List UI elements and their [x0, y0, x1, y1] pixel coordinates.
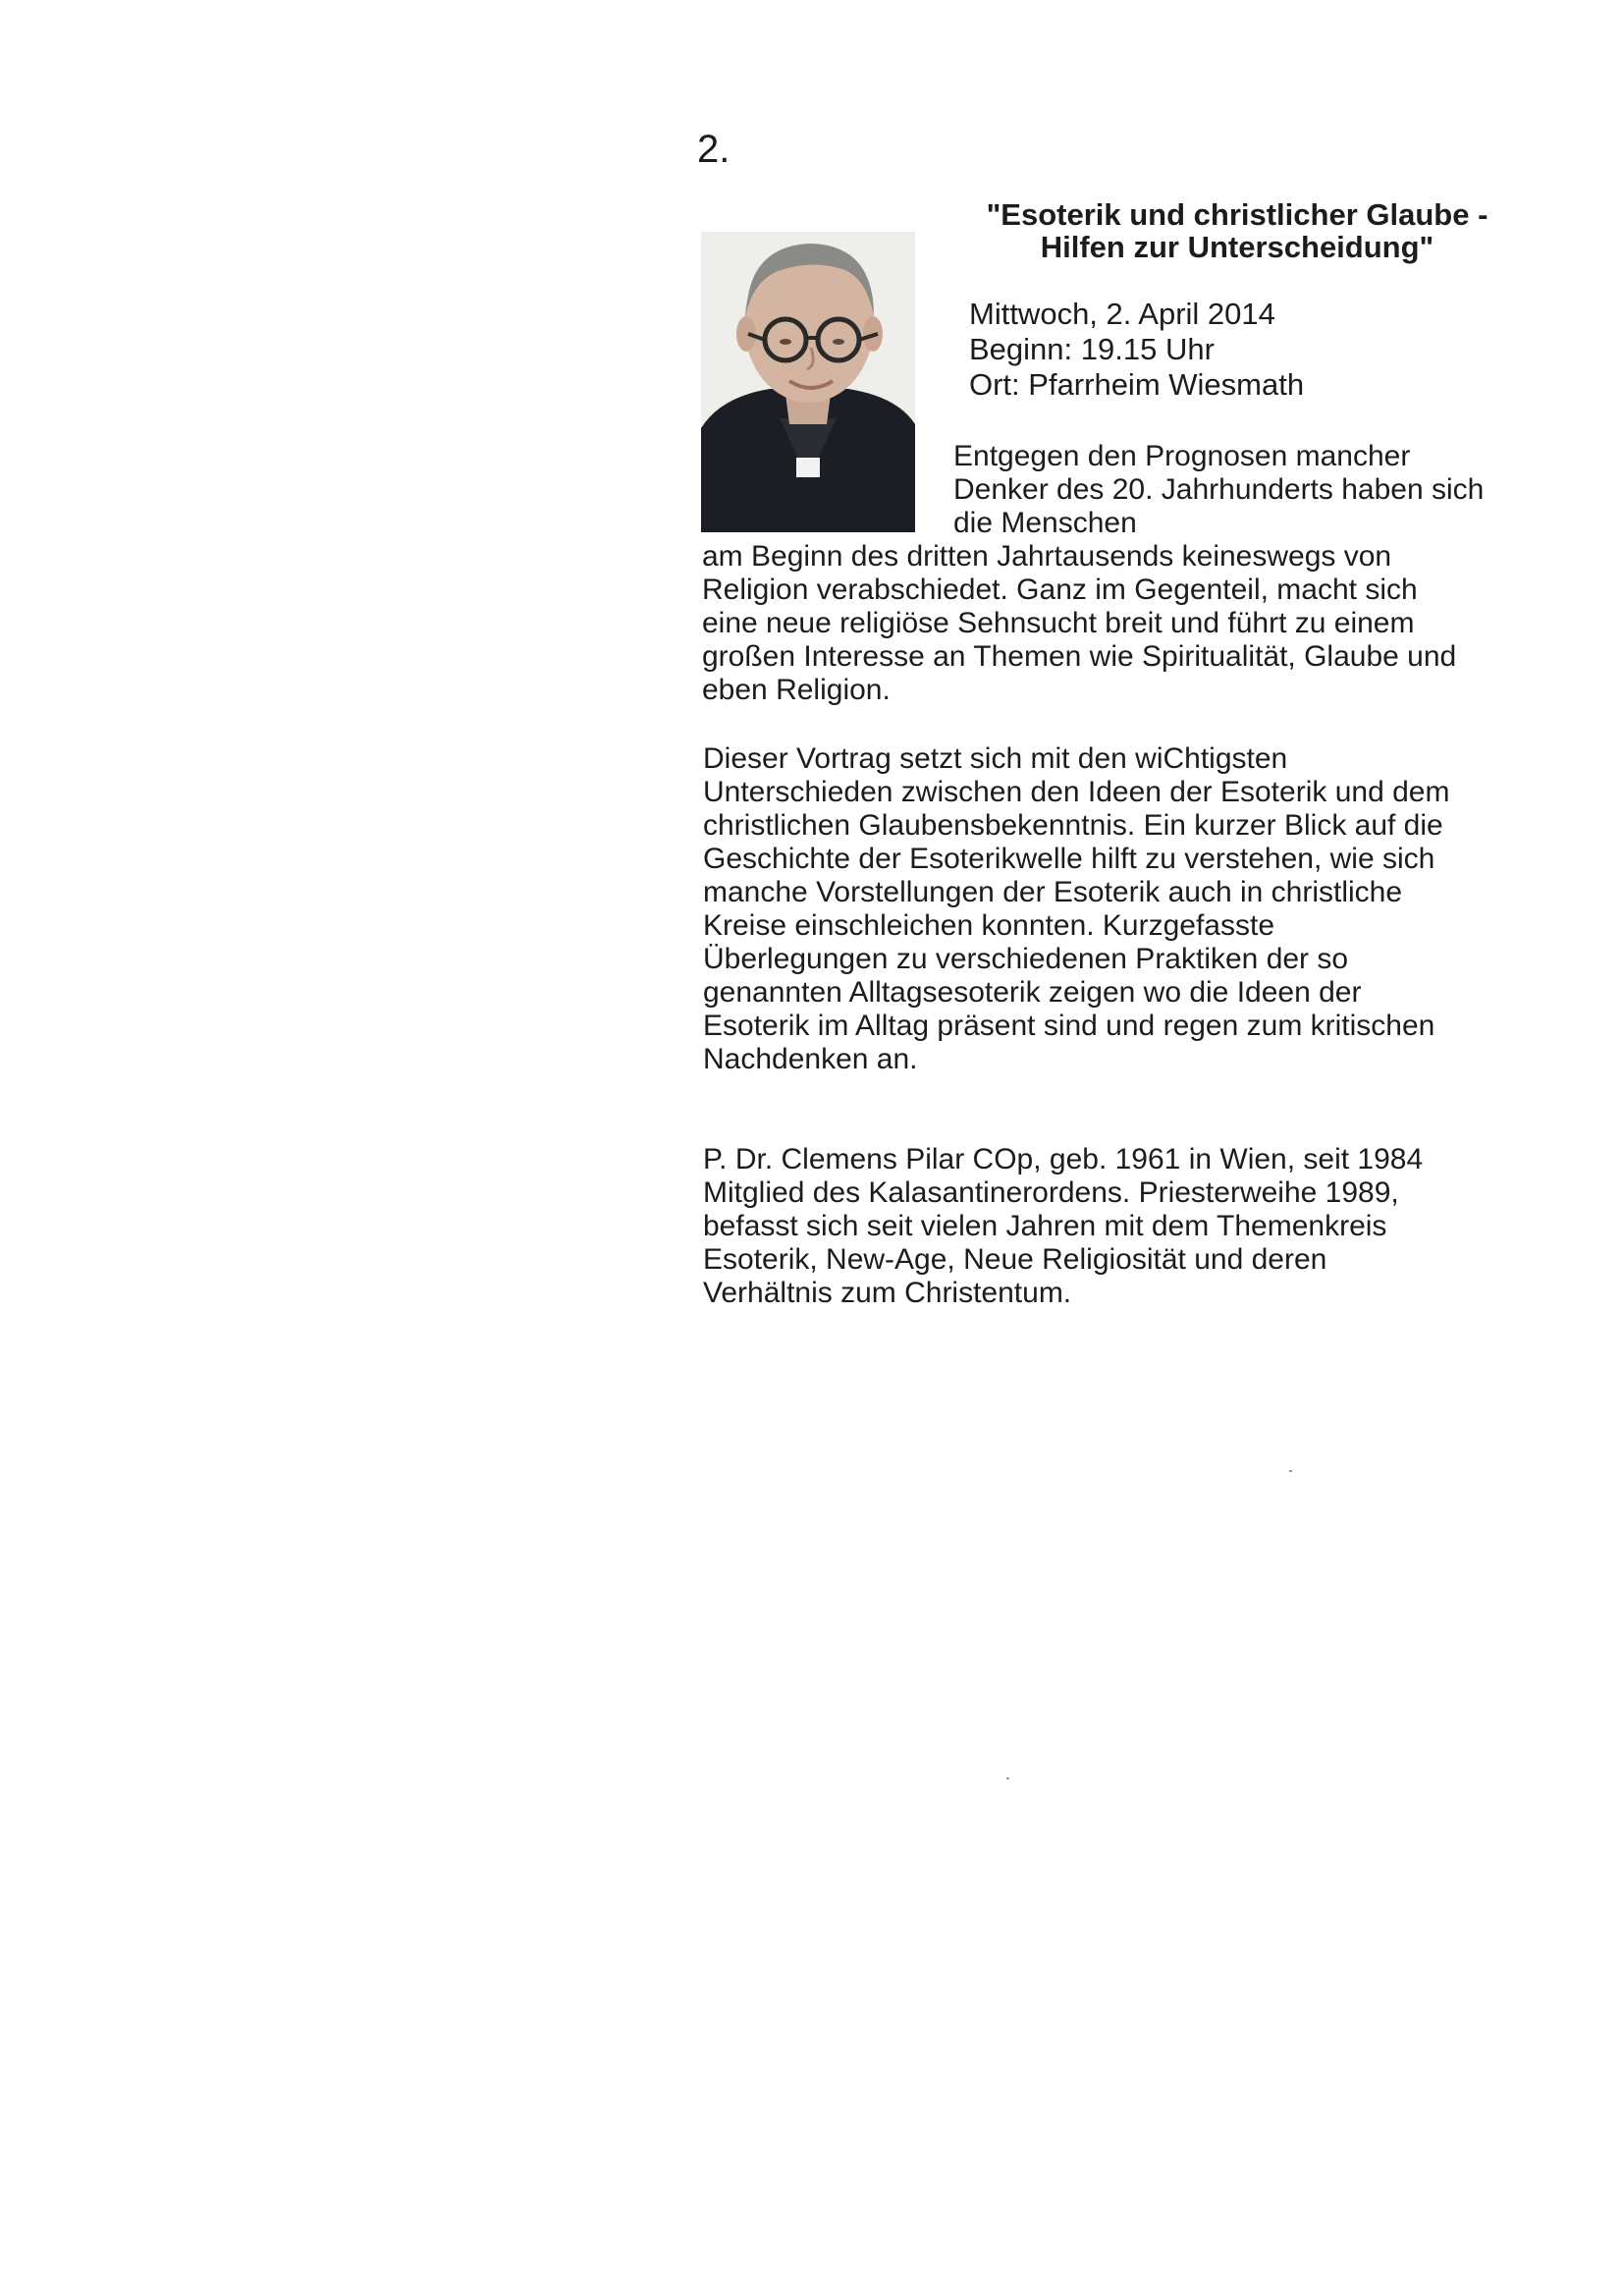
scan-speck: [1006, 1777, 1009, 1779]
text-line: befasst sich seit vielen Jahren mit dem Themenkreis: [703, 1210, 1387, 1242]
speaker-bio: [703, 1143, 1423, 1310]
text-line: Mitglied des Kalasantinerordens. Priesterweihe 1989,: [703, 1176, 1399, 1209]
text-line: Denker des 20. Jahrhunderts haben sich: [953, 473, 1485, 506]
lecture-title: [943, 198, 1532, 263]
text-line: Nachdenken an.: [703, 1043, 918, 1075]
text-line: großen Interesse an Themen wie Spiritualität, Glaube und: [702, 640, 1457, 673]
text-line: Esoterik im Alltag präsent sind und regen zum kritischen: [703, 1010, 1435, 1042]
text-line: manche Vorstellungen der Esoterik auch in christliche: [703, 876, 1403, 908]
text-line: Kreise einschleichen konnten. Kurzgefasste: [703, 909, 1275, 942]
page-number: 2.: [697, 128, 730, 171]
text-line: P. Dr. Clemens Pilar COp, geb. 1961 in Wien, seit 1984: [703, 1143, 1424, 1175]
text-line: christlichen Glaubensbekenntnis. Ein kurzer Blick auf die: [703, 809, 1443, 842]
intro-paragraph-wrapped: [953, 440, 1484, 540]
lecture-title-line-1: "Esoterik und christlicher Glaube -: [986, 197, 1488, 232]
text-line: am Beginn des dritten Jahrtausends keineswegs von: [702, 540, 1392, 573]
text-line: Unterschieden zwischen den Ideen der Esoterik und dem: [703, 776, 1450, 808]
event-start-time: Beginn: 19.15 Uhr: [969, 332, 1215, 366]
text-line: genannten Alltagsesoterik zeigen wo die Ideen der: [703, 976, 1362, 1009]
intro-paragraph: [702, 540, 1456, 707]
text-line: Religion verabschiedet. Ganz im Gegenteil, macht sich: [702, 574, 1418, 606]
text-line: Überlegungen zu verschiedenen Praktiken der so: [703, 943, 1349, 975]
text-line: Geschichte der Esoterikwelle hilft zu verstehen, wie sich: [703, 843, 1435, 875]
text-line: die Menschen: [953, 507, 1137, 539]
text-line: Esoterik, New-Age, Neue Religiosität und deren: [703, 1243, 1327, 1276]
text-line: eben Religion.: [702, 674, 891, 706]
text-line: Entgegen den Prognosen mancher: [953, 440, 1411, 472]
event-location: Ort: Pfarrheim Wiesmath: [969, 367, 1305, 402]
event-details: [969, 297, 1304, 403]
lecture-description: [703, 742, 1449, 1076]
text-line: Dieser Vortrag setzt sich mit den wiChtigsten: [703, 742, 1288, 775]
speaker-photo: [701, 232, 915, 532]
text-line: eine neue religiöse Sehnsucht breit und führt zu einem: [702, 607, 1415, 639]
scan-speck: [1289, 1470, 1292, 1472]
text-line: Verhältnis zum Christentum.: [703, 1277, 1072, 1309]
lecture-title-line-2: Hilfen zur Unterscheidung": [1040, 230, 1434, 264]
event-date: Mittwoch, 2. April 2014: [969, 297, 1275, 331]
